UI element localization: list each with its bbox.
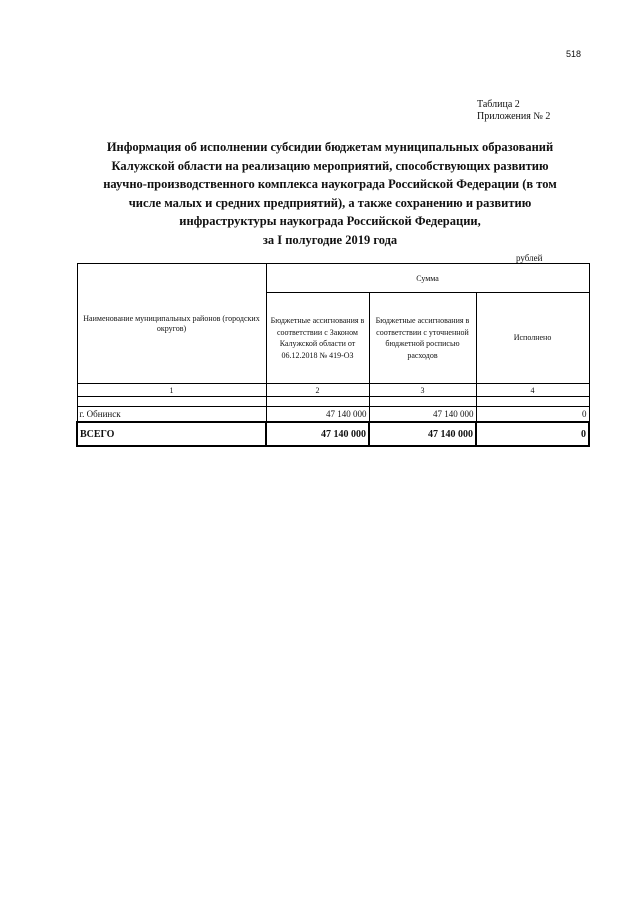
title-line: инфраструктуры наукограда Российской Федерации, [179,214,481,228]
refined-allocation-value: 47 140 000 [369,407,476,423]
units-label: рублей [516,253,543,263]
total-law-allocation: 47 140 000 [266,422,369,446]
header-refined-allocations: Бюджетные ассигнования в соответствии с уточненной бюджетной росписью расходов [369,293,476,384]
total-refined-allocation: 47 140 000 [369,422,476,446]
column-number: 1 [77,384,266,397]
title-line: за I полугодие 2019 года [262,232,398,247]
title-line: научно-производственного комплекса наукограда Российской Федерации (в том [103,177,557,191]
municipality-name: г. Обнинск [77,407,266,423]
title-line: Калужской области на реализацию мероприятий, способствующих развитию [111,158,549,173]
page-number: 518 [566,49,582,59]
subsidy-table [76,263,590,447]
total-executed: 0 [476,422,589,446]
total-label: ВСЕГО [77,422,266,446]
title-line: числе малых и средних предприятий), а также сохранению и развитию [128,195,532,210]
column-number: 3 [369,384,476,397]
executed-value: 0 [476,407,589,423]
title-line: Информация об исполнении субсидии бюджетам муниципальных образований [106,140,554,154]
header-municipality: Наименование муниципальных районов (городских округов) [77,264,266,384]
law-allocation-value: 47 140 000 [266,407,369,423]
appendix-reference: Приложения № 2 [477,111,551,122]
header-sum: Сумма [266,264,589,293]
document-title [70,138,590,249]
column-number: 2 [266,384,369,397]
header-law-allocations: Бюджетные ассигнования в соответствии с Законом Калужской области от 06.12.2018 № 419-ОЗ [266,293,369,384]
total-row [77,422,589,446]
table-reference: Таблица 2 [477,99,520,110]
table-row [77,407,589,423]
header-executed: Исполнено [476,293,589,384]
column-number: 4 [476,384,589,397]
